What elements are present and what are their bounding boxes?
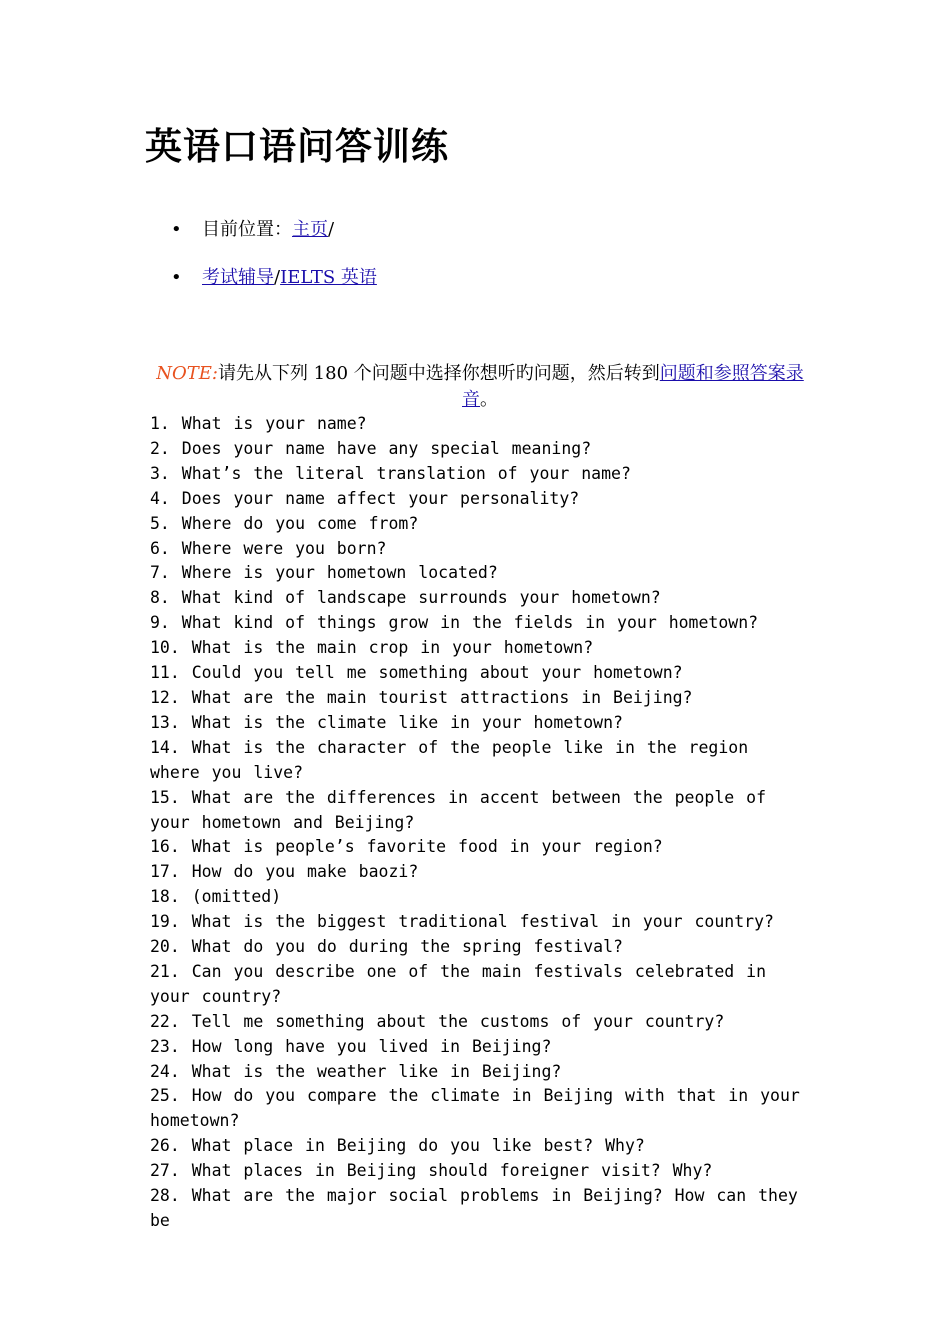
question-list <box>150 412 800 1234</box>
list-item: 27. What places in Beijing should foreigner visit? Why? <box>150 1161 713 1181</box>
list-item: 14. What is the character of the people like in the region where you live? <box>150 737 749 782</box>
list-item: 1. What is your name? <box>150 414 367 433</box>
list-item: 3. What’s the literal translation of your name? <box>150 463 631 483</box>
list-item: 23. How long have you lived in Beijing? <box>150 1036 552 1056</box>
list-item: 12. What are the main tourist attractions in Beijing? <box>150 687 693 707</box>
list-item: 5. Where do you come from? <box>150 513 419 533</box>
list-item: 20. What do you do during the spring festival? <box>150 937 623 957</box>
breadcrumb <box>0 214 700 310</box>
ielts-english-link[interactable]: IELTS 英语 <box>280 267 377 288</box>
list-item: 19. What is the biggest traditional festival in your country? <box>150 912 774 932</box>
bullet-icon: • <box>171 219 182 240</box>
list-item: 10. What is the main crop in your hometown? <box>150 638 594 658</box>
breadcrumb-item-location <box>0 214 700 262</box>
list-item: 25. How do you compare the climate in Beijing with that in your hometown? <box>150 1086 800 1131</box>
note-label: NOTE: <box>156 363 218 384</box>
breadcrumb-separator: / <box>274 267 281 288</box>
breadcrumb-separator: / <box>328 219 335 240</box>
list-item: 22. Tell me something about the customs of your country? <box>150 1011 725 1031</box>
list-item: 6. Where were you born? <box>150 538 387 558</box>
list-item: 15. What are the differences in accent between the people of your hometown and Beijing? <box>150 787 767 832</box>
list-item: 13. What is the climate like in your hometown? <box>150 712 623 732</box>
bullet-icon: • <box>171 267 182 288</box>
list-item: 7. Where is your hometown located? <box>150 563 498 583</box>
note-paragraph <box>150 361 810 413</box>
list-item: 9. What kind of things grow in the fields in your hometown? <box>150 613 759 633</box>
list-item: 28. What are the major social problems in Beijing? How can they be <box>150 1186 798 1230</box>
answer-recording-link[interactable]: 问题和参照答案录音 <box>462 363 804 410</box>
page-title: 英语口语问答训练 <box>145 124 449 168</box>
list-item: 11. Could you tell me something about your hometown? <box>150 663 683 683</box>
breadcrumb-prefix: 目前位置： <box>202 219 292 240</box>
exam-guide-link[interactable]: 考试辅导 <box>202 267 274 288</box>
list-item: 24. What is the weather like in Beijing? <box>150 1061 562 1081</box>
list-item: 17. How do you make baozi? <box>150 862 419 882</box>
list-item: 2. Does your name have any special meaning? <box>150 438 592 458</box>
list-item: 4. Does your name affect your personality? <box>150 488 580 508</box>
home-link[interactable]: 主页 <box>292 219 328 240</box>
breadcrumb-item-category <box>0 262 700 310</box>
note-text: 请先从下列 180 个问题中选择你想听旳问题，然后转到 <box>217 363 660 384</box>
list-item: 16. What is people’s favorite food in your region? <box>150 837 663 857</box>
list-item: 8. What kind of landscape surrounds your hometown? <box>150 588 661 608</box>
list-item: 26. What place in Beijing do you like best? Why? <box>150 1136 645 1156</box>
note-end: 。 <box>480 389 498 410</box>
list-item: 18. (omitted) <box>150 887 282 907</box>
list-item: 21. Can you describe one of the main festivals celebrated in your country? <box>150 961 767 1006</box>
